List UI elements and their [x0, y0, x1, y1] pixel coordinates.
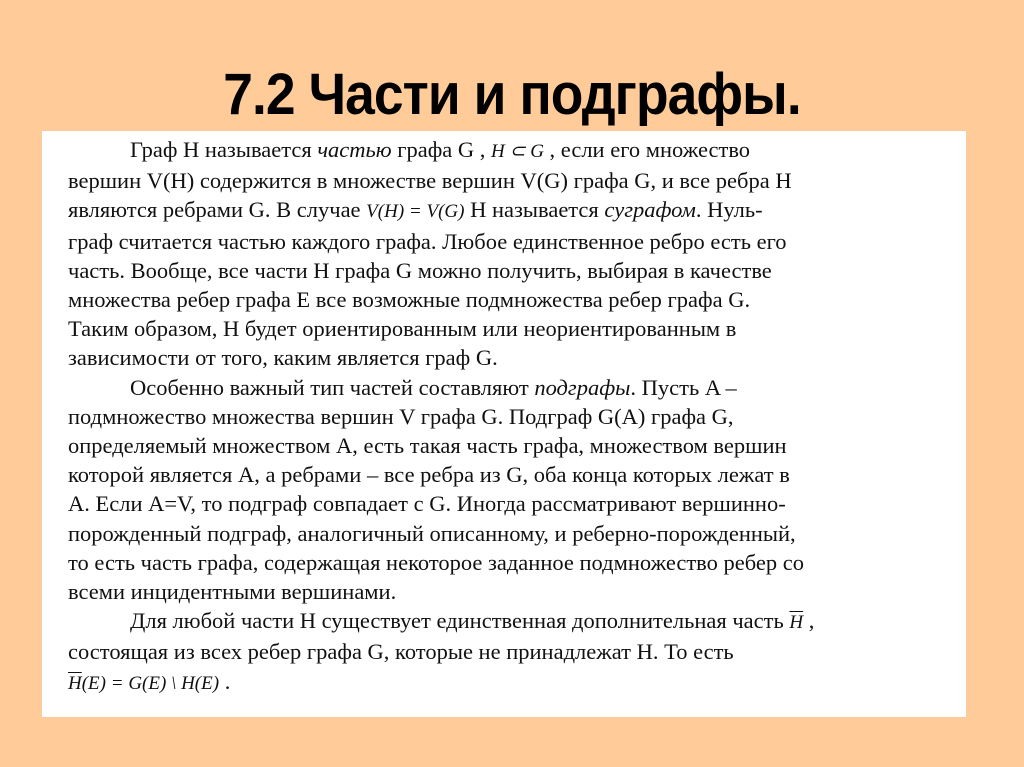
text-line: всеми инцидентными вершинами.: [68, 579, 397, 605]
text-run: H называется: [464, 197, 605, 223]
text-line: которой является A, а ребрами – все ребра из G, оба конца которых лежат в: [68, 462, 790, 488]
text-line: подмножество множества вершин V графа G. Подграф G(A) графа G,: [68, 403, 734, 429]
text-line: определяемый множеством A, есть такая часть графа, множеством вершин: [68, 433, 787, 459]
text-run: графа G ,: [391, 137, 492, 162]
text-run: Для любой части H существует единственная дополнительная часть: [130, 608, 790, 634]
text-line: то есть часть графа, содержащая некоторое заданное подмножество ребер со: [68, 549, 805, 575]
text-line: граф считается частью каждого графа. Любое единственное ребро есть его: [68, 228, 787, 254]
math-formula: V(H) = V(G): [366, 201, 465, 223]
text-line: состоящая из всех ребер графа G, которые не принадлежат H. То есть: [68, 639, 734, 665]
text-line: [68, 135, 948, 166]
emphasis-term: частью: [317, 137, 392, 162]
text-run: Граф H называется: [130, 137, 318, 162]
body-text: [68, 135, 948, 698]
text-line: [68, 606, 948, 637]
text-run: . Нуль-: [695, 197, 763, 223]
text-line: зависимости от того, каким является граф G.: [68, 345, 498, 371]
emphasis-term: подграфы: [534, 374, 631, 400]
emphasis-term: суграфом: [604, 197, 696, 223]
text-run: .: [219, 668, 231, 694]
math-formula: (E) = G(E) \ H(E): [81, 672, 220, 694]
text-run: ,: [803, 608, 815, 634]
text-line: Таким образом, H будет ориентированным или неориентированным в: [68, 316, 737, 342]
text-line: вершин V(H) содержится в множестве вершин V(G) графа G, и все ребра H: [68, 168, 792, 194]
text-line: часть. Вообще, все части H графа G можно получить, выбирая в качестве: [68, 257, 772, 283]
math-formula: $\overline{H}$: [68, 672, 82, 694]
math-formula: H ⊂ G: [491, 141, 544, 162]
text-line: [68, 195, 948, 226]
slide-title: 7.2 Части и подграфы.: [223, 62, 801, 127]
text-line: [68, 373, 948, 402]
content-box: [42, 131, 966, 717]
math-formula: $\overline{H}$: [789, 612, 804, 634]
text-run: являются ребрами G. В случае: [68, 197, 367, 223]
text-run: Особенно важный тип частей составляют: [130, 374, 535, 400]
text-line: [68, 667, 948, 698]
text-run: . Пусть A –: [630, 374, 737, 400]
text-line: A. Если A=V, то подграф совпадает с G. Иногда рассматривают вершинно-: [68, 491, 786, 517]
text-line: множества ребер графа E все возможные подмножества ребер графа G.: [68, 287, 751, 313]
text-run: , если его множество: [543, 137, 751, 162]
text-line: порожденный подграф, аналогичный описанному, и реберно-порожденный,: [68, 520, 796, 546]
